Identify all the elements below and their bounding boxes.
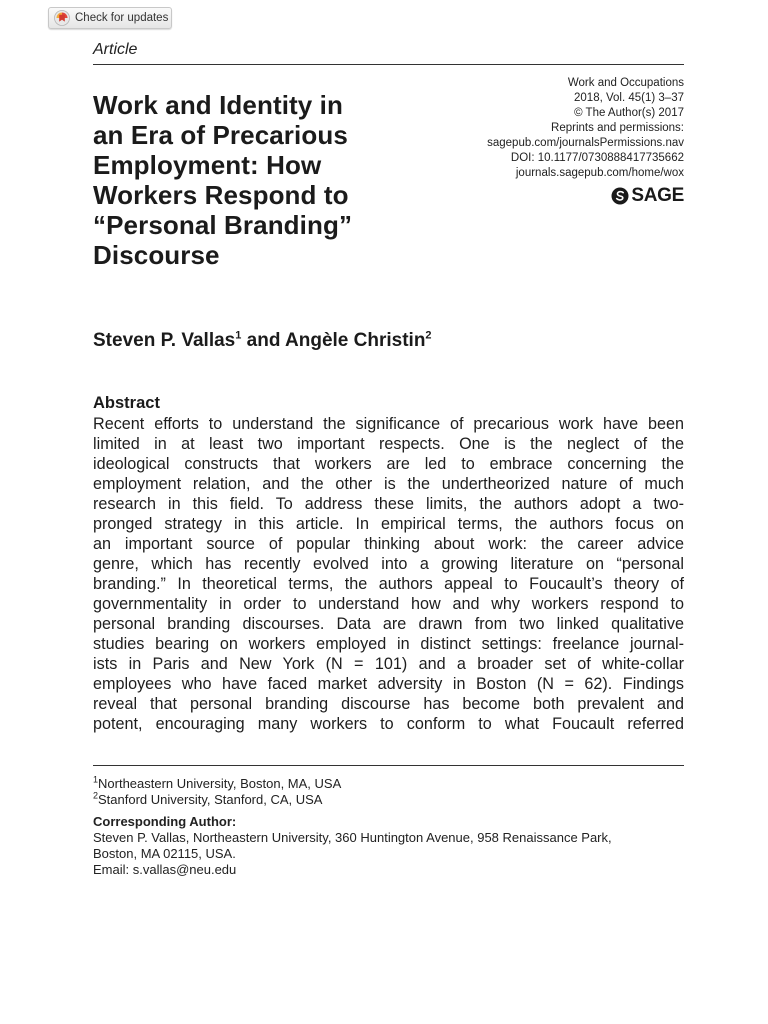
affiliation-marker: 1 — [235, 329, 242, 342]
author-list — [93, 330, 432, 352]
abstract-line: employment relation, and the other is the undertheorized nature of much — [93, 475, 684, 493]
check-for-updates-button[interactable] — [48, 7, 172, 29]
title-line: Work and Identity in — [93, 90, 343, 120]
footnote-rule — [93, 765, 684, 766]
abstract-heading: Abstract — [93, 394, 160, 412]
abstract-line: limited in at least two important respects. One is the neglect of the — [93, 435, 684, 453]
journal-name: Work and Occupations — [567, 77, 684, 89]
abstract-line: research in this field. To address these limits, the authors adopt a two- — [93, 495, 684, 513]
journal-link[interactable]: journals.sagepub.com/home/wox — [515, 167, 684, 179]
abstract-line: reveal that personal branding discourse has become both prevalent and — [93, 695, 684, 713]
abstract-line: personal branding discourses. Data are drawn from two linked qualitative — [93, 615, 684, 633]
affiliation-marker: 1 — [93, 774, 99, 785]
affiliation-item — [93, 776, 341, 792]
title-line: Employment: How — [93, 150, 322, 180]
reprints-label: Reprints and permissions: — [551, 122, 684, 134]
corresponding-author-heading: Corresponding Author: — [93, 814, 237, 829]
abstract-line: an important source of popular thinking about work: the career advice — [93, 535, 684, 553]
abstract-line: potent, encouraging many workers to conform to what Foucault referred — [93, 715, 684, 733]
header-rule — [93, 64, 684, 65]
abstract-body — [93, 414, 684, 734]
title-line: Discourse — [93, 240, 220, 270]
title-line: Workers Respond to — [93, 180, 349, 210]
abstract-line: governmentality in order to understand how and why workers respond to — [93, 595, 684, 613]
affiliation-marker: 2 — [425, 329, 432, 342]
corresponding-author-address: Steven P. Vallas, Northeastern University, 360 Huntington Avenue, 958 Renaissance Park, — [93, 830, 612, 845]
abstract-line: pronged strategy in this article. In empirical terms, the authors focus on — [93, 515, 684, 533]
author-name: Steven P. Vallas — [93, 330, 236, 351]
author-conjunction: and — [241, 330, 286, 351]
abstract-line: ideological constructs that workers are led to embrace concerning the — [93, 455, 684, 473]
affiliation-marker: 2 — [93, 790, 99, 801]
corresponding-author — [93, 814, 612, 878]
title-line: “Personal Branding” — [93, 210, 353, 240]
author-name: Angèle Christin — [285, 330, 426, 351]
corresponding-author-address: Boston, MA 02115, USA. — [93, 846, 236, 861]
affiliation-text: Stanford University, Stanford, CA, USA — [98, 792, 323, 807]
article-type-label: Article — [93, 41, 138, 58]
affiliation-item — [93, 792, 341, 808]
abstract-line: branding.” In theoretical terms, the authors appeal to Foucault’s theory of — [93, 575, 684, 593]
affiliations — [93, 776, 341, 808]
publisher-name: SAGE — [631, 185, 684, 206]
abstract-line: Recent efforts to understand the significance of precarious work have been — [93, 415, 684, 433]
doi-link[interactable]: DOI: 10.1177/0730888417735662 — [510, 152, 684, 164]
journal-metadata — [364, 76, 684, 181]
abstract-line: ists in Paris and New York (N = 101) and a broader set of white-collar — [93, 655, 684, 673]
corresponding-author-email[interactable]: Email: s.vallas@neu.edu — [93, 862, 237, 877]
journal-issue: 2018, Vol. 45(1) 3–37 — [574, 92, 684, 104]
title-line: an Era of Precarious — [93, 120, 348, 150]
abstract-line: employees who have faced market adversity in Boston (N = 62). Findings — [93, 675, 684, 693]
sage-logo — [611, 185, 684, 207]
abstract-line: studies bearing on workers employed in distinct settings: freelance journal- — [93, 635, 684, 653]
reprints-link[interactable]: sagepub.com/journalsPermissions.nav — [487, 137, 684, 149]
check-for-updates-label: Check for updates — [75, 12, 169, 24]
crossmark-icon — [54, 10, 70, 26]
abstract-line: genre, which has recently evolved into a growing literature on “personal — [93, 555, 684, 573]
sage-s-icon — [611, 187, 629, 205]
affiliation-text: Northeastern University, Boston, MA, USA — [98, 776, 342, 791]
copyright-notice: © The Author(s) 2017 — [574, 107, 684, 119]
